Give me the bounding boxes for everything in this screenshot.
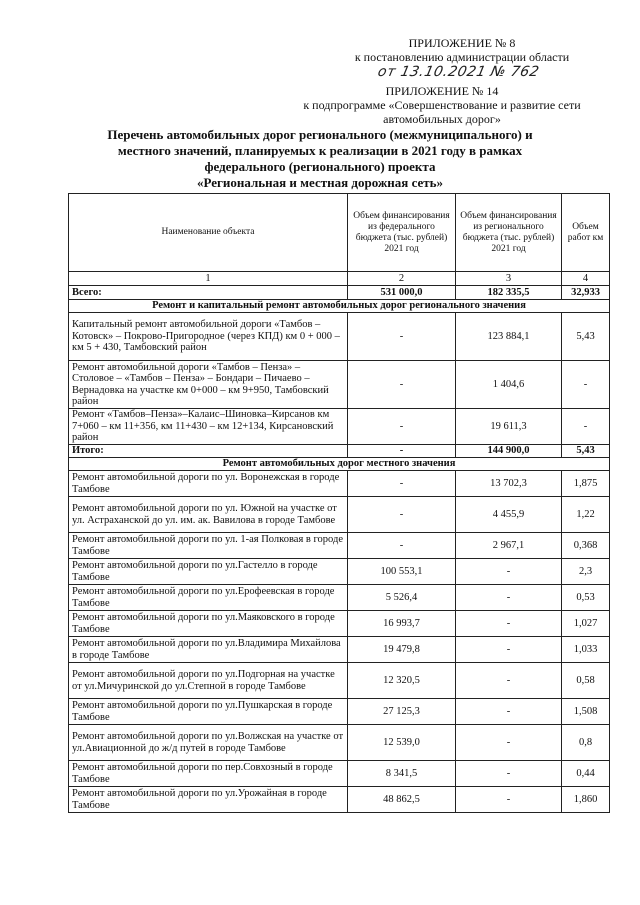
road-name: Ремонт автомобильной дороги по ул.Волжская на участке от ул.Авиационной до ж/д путей в городе Тамбове (69, 725, 348, 761)
road-name: Ремонт автомобильной дороги по ул.Подгорная на участке от ул.Мичуринской до ул.Степной в городе Тамбове (69, 663, 348, 699)
road-name: Капитальный ремонт автомобильной дороги «Тамбов – Котовск» – Покрово-Пригородное (через КПД) км 0 + 000 – км 5 + 430, Тамбовский район (69, 313, 348, 361)
total-regional: 182 335,5 (456, 286, 562, 300)
grand-total-row (69, 286, 610, 300)
col-number: 3 (456, 272, 562, 286)
road-name: Ремонт автомобильной дороги по ул.Ерофеевская в городе Тамбове (69, 585, 348, 611)
roads-table (68, 193, 610, 813)
header-federal: Объем финансирования из федерального бюджета (тыс. рублей) 2021 год (348, 194, 456, 272)
header-name: Наименование объекта (69, 194, 348, 272)
title-line-1: Перечень автомобильных дорог регионального (межмуниципального) и (107, 127, 533, 142)
road-name: Ремонт автомобильной дороги по ул.Пушкарская в городе Тамбове (69, 699, 348, 725)
section-title: Ремонт автомобильных дорог местного значения (69, 458, 610, 471)
road-name: Ремонт автомобильной дороги по ул.Маяковского в городе Тамбове (69, 611, 348, 637)
federal-amount: - (348, 361, 456, 409)
road-name: Ремонт автомобильной дороги по ул.Урожайная в городе Тамбове (69, 787, 348, 813)
regional-amount: 144 900,0 (456, 445, 562, 458)
regional-amount: - (456, 761, 562, 787)
regional-amount: - (456, 637, 562, 663)
federal-amount: 12 320,5 (348, 663, 456, 699)
length-km: 1,22 (562, 497, 610, 533)
regional-amount: - (456, 663, 562, 699)
column-number-row (69, 272, 610, 286)
road-name: Ремонт автомобильной дороги по пер.Совхозный в городе Тамбове (69, 761, 348, 787)
length-km: 1,875 (562, 471, 610, 497)
regional-amount: - (456, 787, 562, 813)
table-row (69, 611, 610, 637)
road-name: Ремонт автомобильной дороги по ул. Южной на участке от ул. Астраханской до ул. им. ак. Вавилова в городе Тамбове (69, 497, 348, 533)
regional-amount: - (456, 585, 562, 611)
federal-amount: 12 539,0 (348, 725, 456, 761)
length-km: - (562, 409, 610, 445)
length-km: 2,3 (562, 559, 610, 585)
length-km: 0,58 (562, 663, 610, 699)
total-length: 32,933 (562, 286, 610, 300)
subtotal-row (69, 445, 610, 458)
regional-amount: 19 611,3 (456, 409, 562, 445)
col-number: 1 (69, 272, 348, 286)
section-title: Ремонт и капитальный ремонт автомобильных дорог регионального значения (69, 300, 610, 313)
appendix-14-title: ПРИЛОЖЕНИЕ № 14 (385, 84, 499, 98)
header-regional: Объем финансирования из регионального бюджета (тыс. рублей) 2021 год (456, 194, 562, 272)
regional-amount: - (456, 699, 562, 725)
length-km: 1,033 (562, 637, 610, 663)
length-km: 1,027 (562, 611, 610, 637)
regional-amount: 2 967,1 (456, 533, 562, 559)
section-regional-header (69, 300, 610, 313)
table-row (69, 361, 610, 409)
title-line-2: местного значений, планируемых к реализации в 2021 году в рамках (117, 143, 523, 158)
regional-amount: - (456, 725, 562, 761)
road-name: Ремонт автомобильной дороги по ул. 1-ая Полковая в городе Тамбове (69, 533, 348, 559)
table-row (69, 787, 610, 813)
federal-amount: - (348, 471, 456, 497)
table-row (69, 559, 610, 585)
header-length: Объем работ км (562, 194, 610, 272)
length-km: 1,508 (562, 699, 610, 725)
table-row (69, 533, 610, 559)
table-row (69, 471, 610, 497)
road-name: Ремонт автомобильной дороги по ул. Воронежская в городе Тамбове (69, 471, 348, 497)
handwritten-date-number: от 13.10.2021 № 762 (376, 64, 541, 80)
table-row (69, 637, 610, 663)
document-title (60, 127, 580, 191)
table-row (69, 409, 610, 445)
table-row (69, 497, 610, 533)
title-line-3: федерального (регионального) проекта (204, 159, 436, 174)
federal-amount: 100 553,1 (348, 559, 456, 585)
length-km: - (562, 361, 610, 409)
table-row (69, 313, 610, 361)
road-name: Ремонт «Тамбов–Пенза»–Калаис–Шиновка–Кирсанов км 7+060 – км 11+356, км 11+430 – км 12+134, Кирсановский район (69, 409, 348, 445)
title-line-4: «Региональная и местная дорожная сеть» (196, 175, 444, 190)
federal-amount: 16 993,7 (348, 611, 456, 637)
road-name: Итого: (69, 445, 348, 458)
header-row (69, 194, 610, 272)
length-km: 0,8 (562, 725, 610, 761)
federal-amount: - (348, 533, 456, 559)
col-number: 4 (562, 272, 610, 286)
regional-amount: 13 702,3 (456, 471, 562, 497)
federal-amount: 8 341,5 (348, 761, 456, 787)
table-row (69, 761, 610, 787)
road-name: Ремонт автомобильной дороги «Тамбов – Пенза» – Столовое – «Тамбов – Пенза» – Бондари – Пичаево – Вернадовка на участке км 0+000 – км 9+950, Тамбовский район (69, 361, 348, 409)
length-km: 5,43 (562, 445, 610, 458)
federal-amount: 27 125,3 (348, 699, 456, 725)
regional-amount: 123 884,1 (456, 313, 562, 361)
regional-amount: 1 404,6 (456, 361, 562, 409)
length-km: 0,44 (562, 761, 610, 787)
appendix-14-block (292, 84, 592, 126)
appendix-8-title: ПРИЛОЖЕНИЕ № 8 (408, 36, 516, 50)
table-row (69, 585, 610, 611)
federal-amount: 19 479,8 (348, 637, 456, 663)
length-km: 1,860 (562, 787, 610, 813)
road-name: Ремонт автомобильной дороги по ул.Владимира Михайлова в городе Тамбове (69, 637, 348, 663)
federal-amount: - (348, 313, 456, 361)
table-row (69, 699, 610, 725)
section-local-header (69, 458, 610, 471)
federal-amount: - (348, 445, 456, 458)
table-row (69, 663, 610, 699)
regional-amount: 4 455,9 (456, 497, 562, 533)
appendix-8-reference: к постановлению администрации области (354, 50, 570, 64)
appendix-8-block (332, 36, 592, 64)
appendix-14-reference: к подпрограмме «Совершенствование и развитие сети автомобильных дорог» (303, 98, 581, 126)
table-row (69, 725, 610, 761)
col-number: 2 (348, 272, 456, 286)
length-km: 5,43 (562, 313, 610, 361)
length-km: 0,368 (562, 533, 610, 559)
federal-amount: 5 526,4 (348, 585, 456, 611)
total-federal: 531 000,0 (348, 286, 456, 300)
federal-amount: - (348, 497, 456, 533)
total-label: Всего: (69, 286, 348, 300)
federal-amount: - (348, 409, 456, 445)
regional-amount: - (456, 611, 562, 637)
length-km: 0,53 (562, 585, 610, 611)
regional-amount: - (456, 559, 562, 585)
federal-amount: 48 862,5 (348, 787, 456, 813)
road-name: Ремонт автомобильной дороги по ул.Гастелло в городе Тамбове (69, 559, 348, 585)
